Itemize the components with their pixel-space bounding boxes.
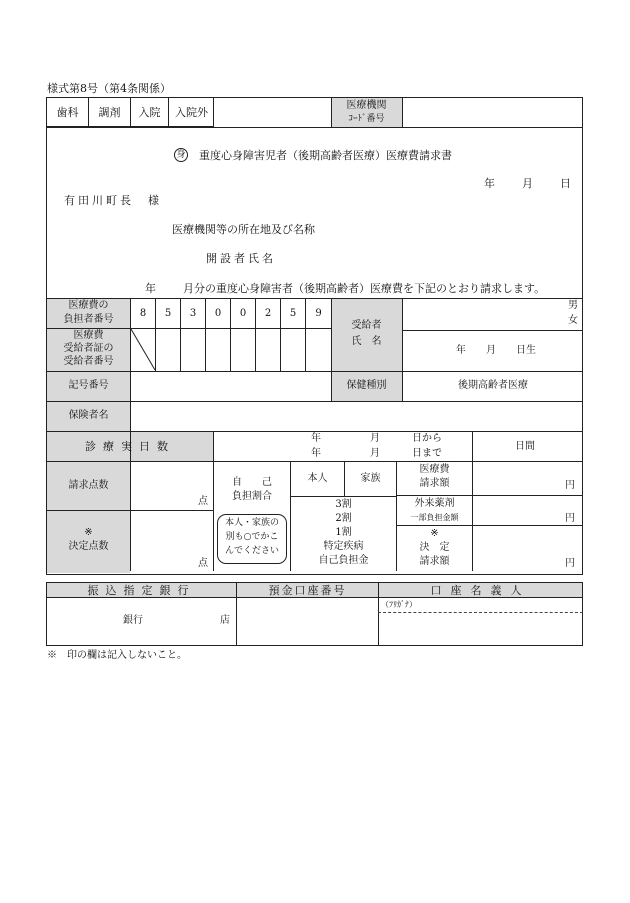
ratio-10[interactable]: 1割: [335, 527, 352, 538]
mark-circle-icon: 身: [174, 148, 188, 162]
category-dental[interactable]: 歯科: [56, 106, 79, 119]
holder-header: 口座名義人: [430, 584, 531, 597]
request-statement: 月分の重度心身障害者（後期高齢者）医療費を下記のとおり請求します。: [183, 282, 546, 295]
bank-name-field[interactable]: [47, 598, 122, 645]
recipient-name-field[interactable]: [403, 299, 553, 329]
account-holder-field[interactable]: [379, 613, 582, 645]
self-burden-label: 自 己: [232, 477, 272, 488]
request-year: 年: [145, 282, 156, 295]
date-day: 日: [560, 177, 571, 190]
self-burden-note-3: んでください: [224, 546, 279, 556]
medical-claim-unit: 円: [565, 480, 575, 491]
payer-label: 医療費の: [68, 300, 109, 311]
treatment-days-label: 診療実日数: [85, 440, 175, 453]
payer-digit-4: 0: [214, 308, 222, 319]
insurance-type-value: 後期高齢者医療: [458, 380, 528, 391]
gender-female[interactable]: 女: [568, 315, 578, 326]
bank-suffix: 銀行: [123, 615, 143, 626]
treatment-to-day: 日まで: [412, 448, 442, 459]
institution-location-label: 医療機関等の所在地及び名称: [172, 223, 315, 236]
payer-digit-7: 5: [289, 308, 297, 319]
category-pharmacy[interactable]: 調剤: [98, 106, 121, 119]
founder-name-label: 開設者氏名: [206, 252, 276, 265]
recipient-cert-label-2: 受給者証の: [63, 343, 114, 354]
medical-claim-label-2: 請求額: [419, 478, 450, 489]
treatment-days-unit: 日間: [515, 441, 535, 452]
birth-date[interactable]: 年 月 日生: [456, 345, 536, 356]
ratio-specific-disease[interactable]: 特定疾病: [323, 541, 364, 552]
decided-claim-label-2: 請求額: [419, 556, 450, 567]
branch-suffix: 店: [220, 615, 230, 626]
category-inpatient[interactable]: 入院: [138, 106, 161, 119]
treatment-to-month: 月: [370, 448, 380, 459]
treatment-from-day: 日から: [412, 433, 442, 444]
form-number: 様式第8号（第4条関係）: [47, 82, 171, 95]
date-month: 月: [522, 177, 533, 190]
recipient-cert-number-field[interactable]: [156, 329, 331, 371]
footnote: ※ 印の欄は記入しないこと。: [47, 650, 187, 661]
insurer-name-label: 保険者名: [68, 410, 109, 421]
treatment-from-month: 月: [370, 433, 380, 444]
claim-points-unit: 点: [198, 496, 208, 507]
payer-label-2: 負担者番号: [63, 314, 114, 325]
outpatient-unit: 円: [565, 513, 575, 524]
date-year: 年: [484, 177, 495, 190]
institution-code-label: 医療機関: [346, 100, 387, 111]
recipient-name-label-2: 氏 名: [351, 336, 382, 347]
insurance-type-label: 保健種別: [346, 380, 387, 391]
institution-code-label-2: ｺｰﾄﾞ番号: [348, 114, 385, 124]
medical-claim-label: 医療費: [419, 464, 450, 475]
ratio-20[interactable]: 2割: [335, 513, 352, 524]
symbol-number-label: 記号番号: [68, 380, 109, 391]
payer-digit-3: 3: [189, 308, 197, 319]
insurer-name-field[interactable]: [131, 402, 582, 431]
payer-digit-2: 5: [164, 308, 172, 319]
decided-claim-mark: ※: [430, 528, 439, 539]
symbol-number-field[interactable]: [131, 372, 331, 401]
decided-points-label: 決定点数: [68, 541, 109, 552]
outpatient-label: 外来薬剤: [414, 498, 455, 509]
payer-digit-6: 2: [264, 308, 272, 319]
recipient-cert-label: 医療費: [73, 330, 104, 341]
category-outpatient[interactable]: 入院外: [175, 106, 208, 119]
treatment-to-year: 年: [311, 448, 321, 459]
payer-digit-5: 0: [239, 308, 247, 319]
account-header: 預金口座番号: [268, 584, 347, 597]
addressee: 有田川町長 様: [64, 194, 162, 207]
self-burden-note-1: 本人・家族の: [224, 518, 279, 528]
person-family[interactable]: 家族: [360, 473, 381, 484]
treatment-from-year: 年: [311, 433, 321, 444]
self-burden-note-2: 別も○でかこ: [225, 532, 279, 542]
decided-points-unit: 点: [198, 558, 208, 569]
slash-mark: [130, 328, 156, 371]
claim-points-label: 請求点数: [68, 480, 109, 491]
decided-claim-unit: 円: [565, 558, 575, 569]
person-self[interactable]: 本人: [307, 473, 328, 484]
gender-male[interactable]: 男: [568, 300, 578, 311]
ratio-self-payment[interactable]: 自己負担金: [318, 555, 369, 566]
payer-digit-1: 8: [139, 308, 147, 319]
branch-name-field[interactable]: [150, 598, 220, 645]
payer-digit-8: 9: [315, 308, 322, 319]
institution-code-field[interactable]: [403, 98, 582, 127]
self-burden-label-2: 負担割合: [232, 491, 272, 502]
outpatient-label-2: 一部負担金額: [410, 513, 459, 522]
account-number-field[interactable]: [237, 598, 378, 645]
recipient-name-label: 受給者: [351, 320, 382, 331]
decided-points-mark: ※: [84, 527, 93, 538]
decided-claim-label: 決 定: [419, 542, 450, 553]
form-title: 重度心身障害児者（後期高齢者医療）医療費請求書: [199, 149, 452, 162]
ratio-30[interactable]: 3割: [335, 499, 352, 510]
bank-header: 振込指定銀行: [87, 584, 196, 597]
furigana-label: （ﾌﾘｶﾞﾅ）: [381, 600, 417, 609]
recipient-cert-label-3: 受給者番号: [63, 356, 114, 367]
